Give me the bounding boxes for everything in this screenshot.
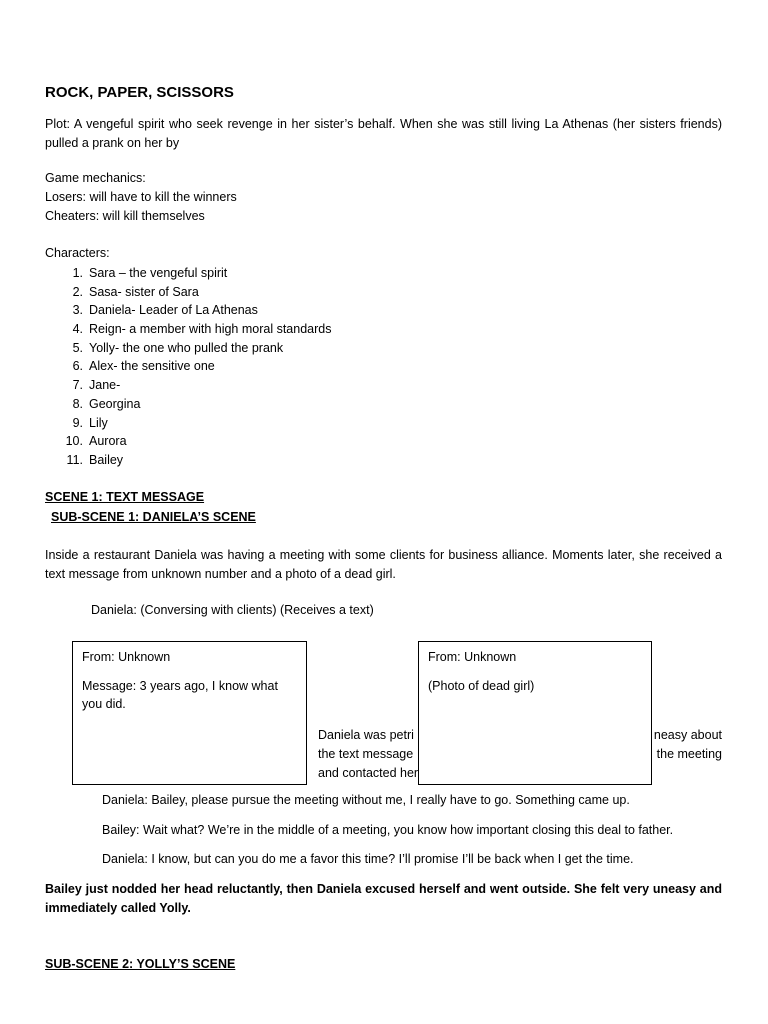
list-item: 5. Yolly- the one who pulled the prank bbox=[72, 340, 284, 355]
list-item: 4. Reign- a member with high moral standards bbox=[72, 322, 332, 337]
list-item: 8. Georgina bbox=[72, 396, 141, 411]
list-item: 6. Alex- the sensitive one bbox=[72, 359, 215, 374]
message-body: (Photo of dead girl) bbox=[428, 679, 535, 693]
mechanics-losers: Losers: will have to kill the winners bbox=[45, 190, 237, 204]
scene1-narration: Inside a restaurant Daniela was having a meeting with some clients for business alliance. Moments later, she received a text message from unknown number and a photo of a dead girl. bbox=[45, 548, 722, 581]
plot-paragraph: Plot: A vengeful spirit who seek revenge in her sister’s behalf. When she was still living La Athenas (her sisters friends) pulled a prank on her by bbox=[45, 117, 722, 150]
subscene1-heading: SUB-SCENE 1: DANIELA’S SCENE bbox=[51, 510, 256, 524]
list-item: 10. Aurora bbox=[65, 434, 127, 449]
list-item: 1. Sara – the vengeful spirit bbox=[72, 266, 228, 280]
subscene2-heading: SUB-SCENE 2: YOLLY’S SCENE bbox=[45, 957, 236, 971]
characters-heading: Characters: bbox=[45, 246, 110, 260]
photo-message-box bbox=[418, 641, 652, 785]
list-item: 9. Lily bbox=[72, 415, 108, 430]
message-body: Message: 3 years ago, I know what you did. bbox=[82, 679, 278, 711]
page-title: ROCK, PAPER, SCISSORS bbox=[45, 84, 234, 101]
dialogue-line: Daniela: Bailey, please pursue the meeting without me, I really have to go. Something came up. bbox=[102, 793, 630, 807]
characters-list bbox=[45, 264, 331, 470]
list-item: 2. Sasa- sister of Sara bbox=[72, 284, 199, 299]
dialogue-line: Bailey: Wait what? We’re in the middle of a meeting, you know how important closing this deal to father. bbox=[102, 823, 674, 837]
mechanics-cheaters: Cheaters: will kill themselves bbox=[45, 209, 205, 223]
list-item: 7. Jane- bbox=[72, 378, 121, 393]
list-item: 11. Bailey bbox=[66, 452, 124, 467]
dialogue-line: Daniela: I know, but can you do me a favor this time? I’ll promise I’ll be back when I get the time. bbox=[102, 852, 634, 866]
mechanics-heading: Game mechanics: bbox=[45, 171, 146, 185]
scene1-heading: SCENE 1: TEXT MESSAGE bbox=[45, 490, 205, 504]
obscured-paragraph: Daniela was petri neasy about the text message the meeting and contacted her bbox=[318, 728, 722, 780]
message-sender: From: Unknown bbox=[428, 650, 517, 664]
text-message-box bbox=[72, 641, 307, 785]
closing-paragraph: Bailey just nodded her head reluctantly, then Daniela excused herself and went outside. She felt very uneasy and immediately called Yolly. bbox=[45, 882, 722, 915]
message-sender: From: Unknown bbox=[82, 650, 171, 664]
dialogue-line: Daniela: (Conversing with clients) (Receives a text) bbox=[91, 603, 374, 617]
list-item: 3. Daniela- Leader of La Athenas bbox=[72, 303, 258, 318]
